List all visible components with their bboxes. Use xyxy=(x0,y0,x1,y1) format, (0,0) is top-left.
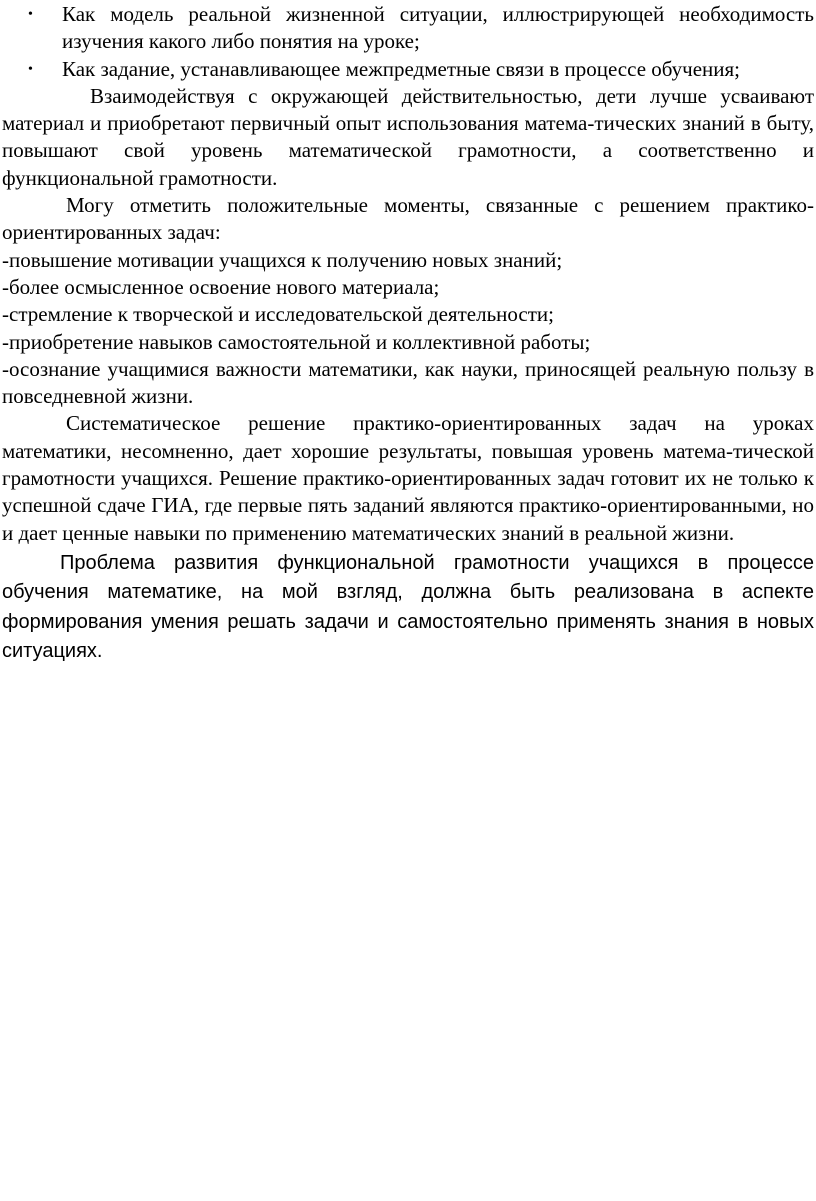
paragraph-problem: Проблема развития функциональной грамотности учащихся в процессе обучения математике, на мой взгляд, должна быть реализована в аспекте формирования умения решать задачи и самостоятельно применять знания в новых ситуациях. xyxy=(2,551,814,663)
bullet-icon: • xyxy=(28,61,33,77)
positive-item: -стремление к творческой и исследовательской деятельности; xyxy=(2,302,554,327)
positive-item: -осознание учащимися важности математики, как науки, приносящей реальную пользу в повседневной жизни. xyxy=(2,356,814,409)
paragraph-positive-intro: Могу отметить положительные моменты, связанные с решением практико-ориентированных задач: xyxy=(2,193,814,245)
bullet-icon: • xyxy=(28,7,33,22)
paragraph-interaction: Взаимодействуя с окружающей действительностью, дети лучше усваивают материал и приобретают первичный опыт использования матема-тических знаний в быту, повышают свой уровень математической грамотности, а соответственно и функциональной грамотности. xyxy=(2,83,814,190)
positive-item: -более осмысленное освоение нового материала; xyxy=(2,274,440,299)
list-item xyxy=(2,56,814,83)
paragraph-systematic: Систематическое решение практико-ориентированных задач на уроках математики, несомненно, дает хорошие результаты, повышая уровень матема-тической грамотности учащихся. Решение практико-ориентированных задач готовит их не только к успешной сдаче ГИА, где первые пять заданий являются практико-ориентированными, но и дает ценные навыки по применению математических знаний в реальной жизни. xyxy=(2,411,814,545)
bullet-text: Как модель реальной жизненной ситуации, иллюстрирующей необходимость изучения какого либо понятия на уроке; xyxy=(62,2,814,54)
positive-item: -повышение мотивации учащихся к получению новых знаний; xyxy=(2,247,563,272)
bullet-list xyxy=(2,1,814,83)
list-item xyxy=(2,1,814,56)
bullet-text: Как задание, устанавливающее межпредметные связи в процессе обучения; xyxy=(62,56,741,81)
document-body xyxy=(2,1,814,667)
positive-item: -приобретение навыков самостоятельной и коллективной работы; xyxy=(2,329,591,354)
